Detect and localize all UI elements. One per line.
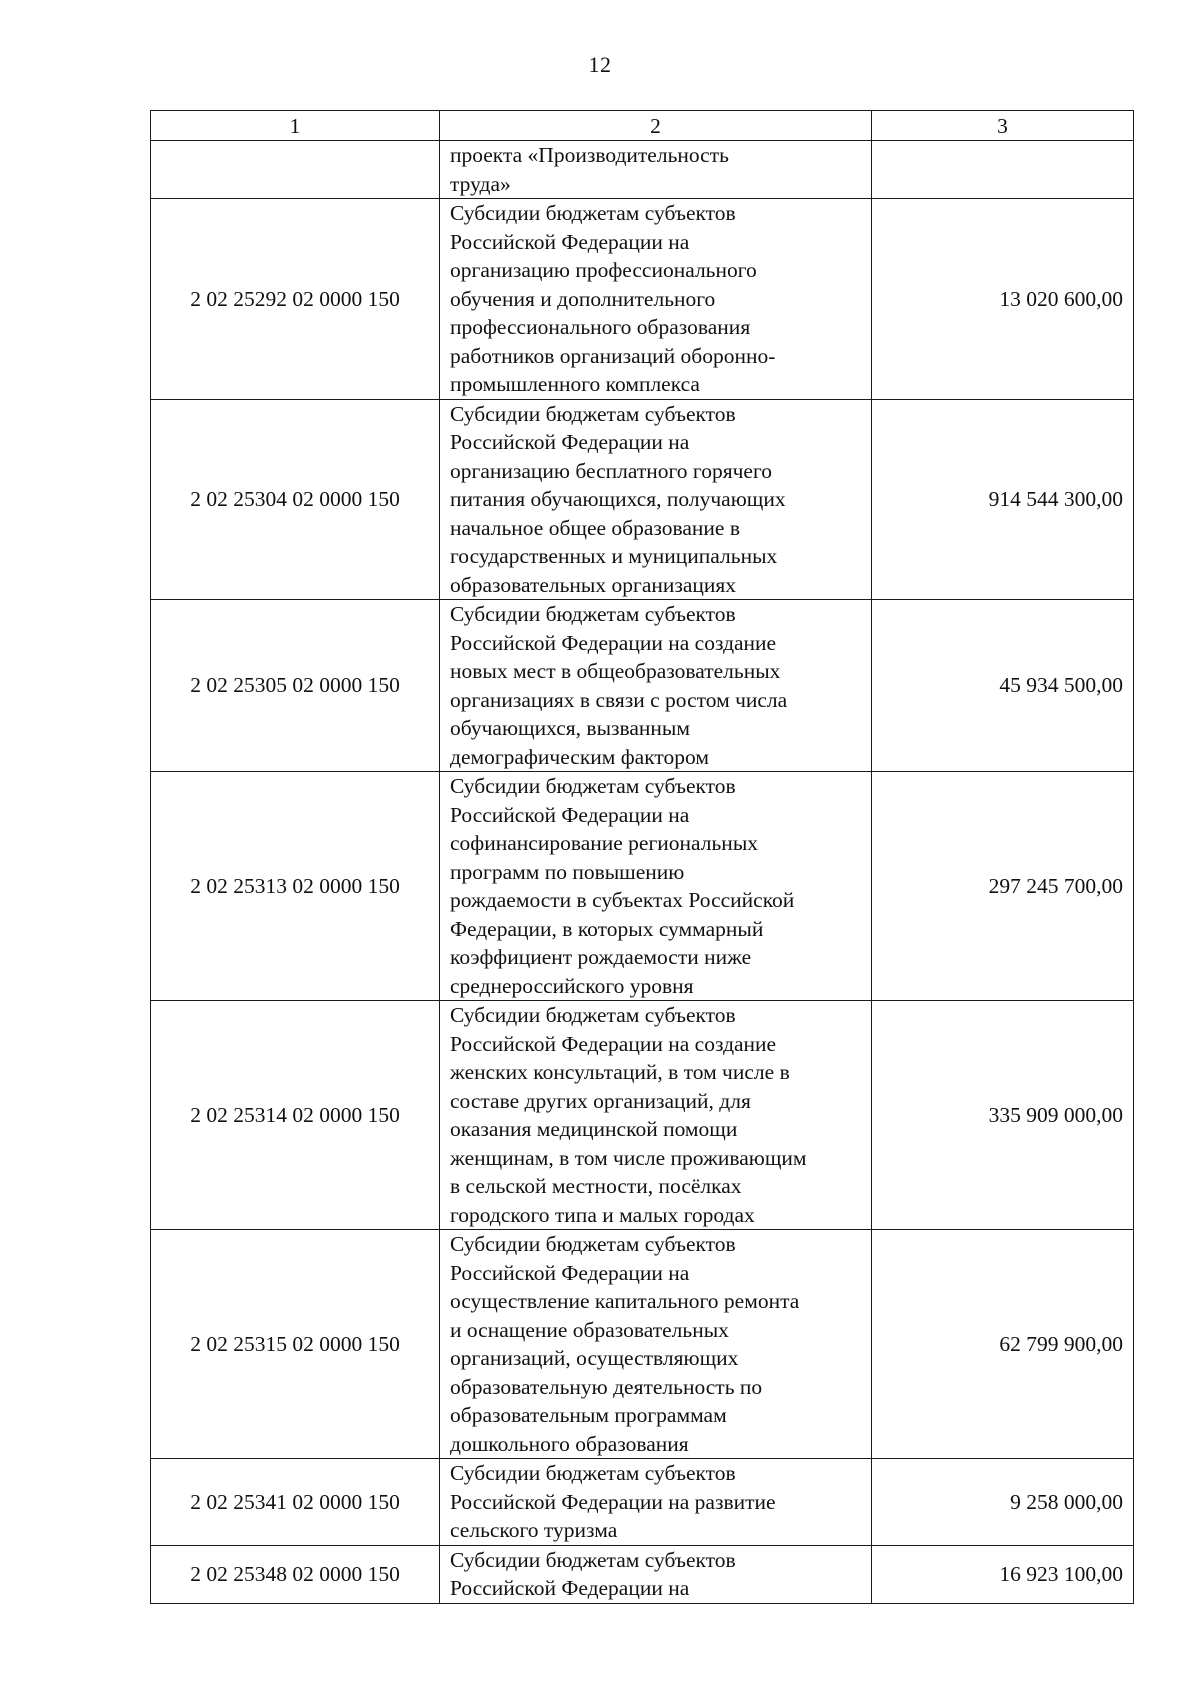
table-row (151, 199, 1134, 400)
description-line: Российской Федерации на (450, 229, 690, 254)
description-line: проекта «Производительность (450, 143, 729, 167)
description-line: Субсидии бюджетам субъектов (450, 201, 736, 225)
description-line: работников организаций оборонно- (450, 343, 776, 368)
description-line: Российской Федерации на создание (450, 630, 777, 655)
column-header-2: 2 (440, 111, 872, 141)
description-line: образовательных организациях (450, 572, 737, 597)
description-line: промышленного комплекса (450, 372, 700, 396)
description-line: софинансирование региональных (450, 831, 759, 855)
description-line: женщинам, в том числе проживающим (450, 1145, 807, 1170)
description-line: коэффициент рождаемости ниже (450, 945, 752, 969)
description-line: Российской Федерации на развитие (450, 1489, 776, 1514)
budget-code-cell: 2 02 25348 02 0000 150 (151, 1545, 440, 1603)
amount-cell: 13 020 600,00 (872, 199, 1134, 400)
description-line: обучения и дополнительного (450, 286, 716, 311)
description-line: начальное общее образование в (450, 515, 740, 540)
table-row (151, 1230, 1134, 1459)
amount-cell: 335 909 000,00 (872, 1001, 1134, 1230)
amount-cell: 914 544 300,00 (872, 399, 1134, 600)
table-row (151, 1545, 1134, 1603)
description-line: Российской Федерации на создание (450, 1031, 777, 1056)
description-cell (440, 600, 872, 772)
description-cell (440, 772, 872, 1001)
description-cell (440, 141, 872, 199)
description-line: организацию бесплатного горячего (450, 458, 772, 483)
description-line: дошкольного образования (450, 1431, 689, 1456)
description-line: образовательную деятельность по (450, 1374, 763, 1399)
description-line: профессионального образования (450, 315, 751, 339)
description-line: демографическим фактором (450, 744, 709, 769)
table-row (151, 772, 1134, 1001)
table-row (151, 141, 1134, 199)
description-line: Субсидии бюджетам субъектов (450, 401, 736, 426)
description-line: рождаемости в субъектах Российской (450, 888, 795, 912)
table-header-row (151, 111, 1134, 141)
description-line: в сельской местности, посёлках (450, 1174, 742, 1198)
budget-code-cell: 2 02 25304 02 0000 150 (151, 399, 440, 600)
description-line: обучающихся, вызванным (450, 716, 690, 740)
description-line: организаций, осуществляющих (450, 1346, 739, 1370)
amount-cell: 62 799 900,00 (872, 1230, 1134, 1459)
budget-code-cell: 2 02 25314 02 0000 150 (151, 1001, 440, 1230)
description-line: Российской Федерации на (450, 1576, 690, 1600)
budget-code-cell: 2 02 25315 02 0000 150 (151, 1230, 440, 1459)
budget-code-cell (151, 141, 440, 199)
description-cell (440, 1230, 872, 1459)
amount-cell: 297 245 700,00 (872, 772, 1134, 1001)
description-line: оказания медицинской помощи (450, 1117, 738, 1141)
description-line: Субсидии бюджетам субъектов (450, 774, 736, 798)
description-cell (440, 1545, 872, 1603)
budget-code-cell: 2 02 25341 02 0000 150 (151, 1459, 440, 1546)
table-body (151, 141, 1134, 1604)
description-line: Субсидии бюджетам субъектов (450, 1461, 736, 1485)
description-line: Российской Федерации на (450, 1260, 690, 1285)
budget-code-cell: 2 02 25292 02 0000 150 (151, 199, 440, 400)
column-header-1: 1 (151, 111, 440, 141)
description-line: Субсидии бюджетам субъектов (450, 1232, 736, 1256)
budget-code-cell: 2 02 25313 02 0000 150 (151, 772, 440, 1001)
table-row (151, 1001, 1134, 1230)
description-line: составе других организаций, для (450, 1088, 751, 1113)
description-line: программ по повышению (450, 859, 685, 884)
description-line: государственных и муниципальных (450, 544, 778, 568)
description-line: среднероссийского уровня (450, 973, 694, 998)
description-line: Российской Федерации на (450, 430, 690, 454)
description-line: Субсидии бюджетам субъектов (450, 1003, 736, 1027)
amount-cell: 45 934 500,00 (872, 600, 1134, 772)
column-header-3: 3 (872, 111, 1134, 141)
description-cell (440, 399, 872, 600)
description-line: и оснащение образовательных (450, 1317, 729, 1342)
description-line: труда» (450, 171, 511, 196)
description-line: женских консультаций, в том числе в (450, 1060, 790, 1084)
amount-cell (872, 141, 1134, 199)
description-line: Субсидии бюджетам субъектов (450, 1547, 736, 1572)
description-line: питания обучающихся, получающих (450, 487, 786, 511)
budget-code-cell: 2 02 25305 02 0000 150 (151, 600, 440, 772)
table-row (151, 1459, 1134, 1546)
amount-cell: 9 258 000,00 (872, 1459, 1134, 1546)
amount-cell: 16 923 100,00 (872, 1545, 1134, 1603)
description-cell (440, 1001, 872, 1230)
description-line: Субсидии бюджетам субъектов (450, 602, 736, 626)
description-line: новых мест в общеобразовательных (450, 659, 781, 683)
description-cell (440, 199, 872, 400)
description-line: осуществление капитального ремонта (450, 1289, 800, 1313)
budget-table (150, 110, 1134, 1604)
description-line: сельского туризма (450, 1518, 618, 1542)
description-line: Российской Федерации на (450, 802, 690, 827)
description-line: образовательным программам (450, 1403, 727, 1427)
table-row (151, 600, 1134, 772)
page-number: 12 (588, 52, 612, 77)
description-line: организацию профессионального (450, 258, 757, 282)
description-line: Федерации, в которых суммарный (450, 916, 764, 941)
table-row (151, 399, 1134, 600)
description-cell (440, 1459, 872, 1546)
description-line: организациях в связи с ростом числа (450, 687, 788, 712)
description-line: городского типа и малых городах (450, 1202, 755, 1227)
